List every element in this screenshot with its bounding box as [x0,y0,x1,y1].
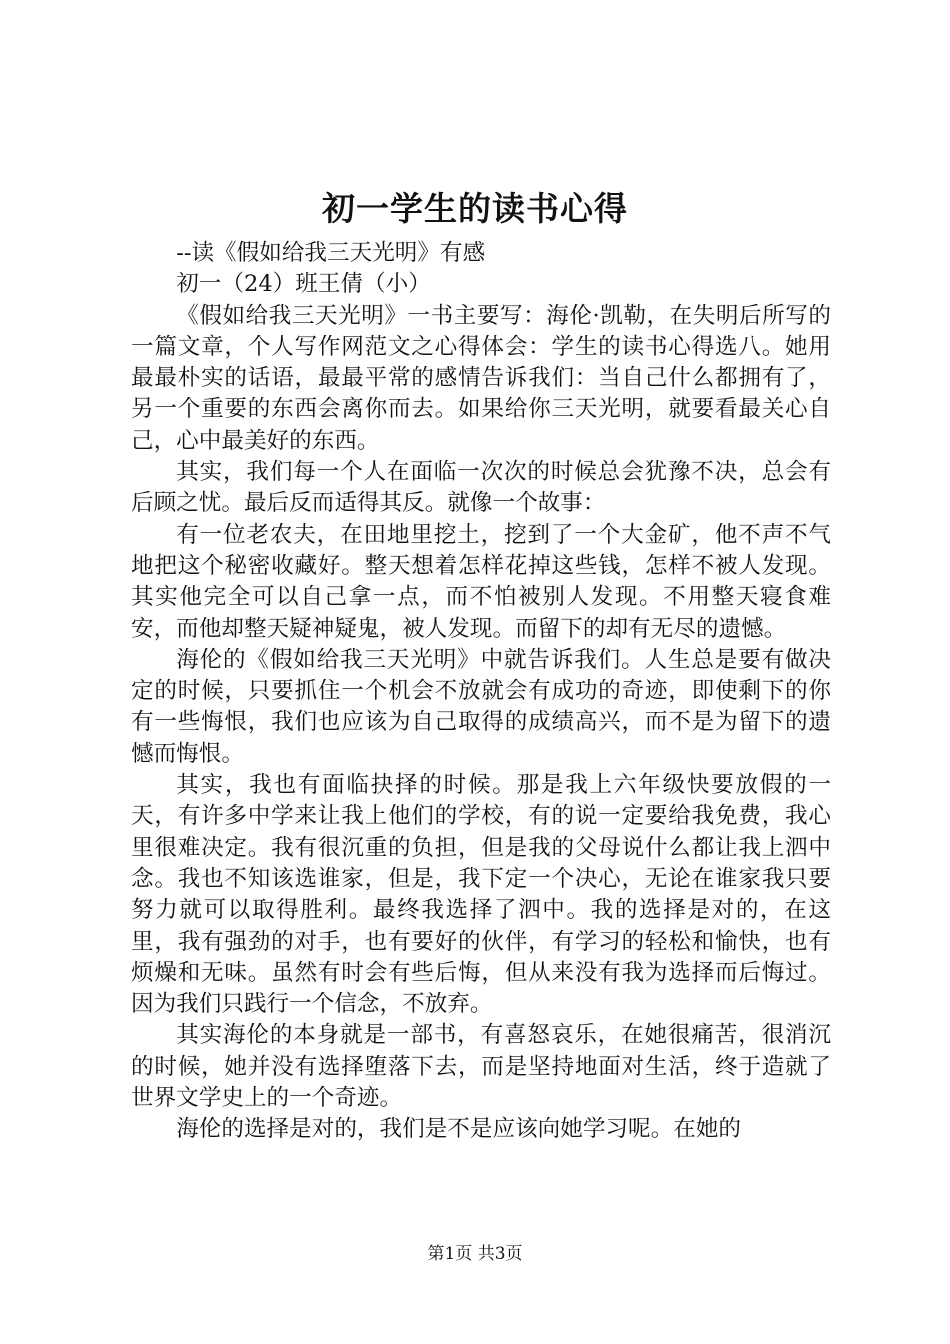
paragraph: 其实，我们每一个人在面临一次次的时候总会犹豫不决，总会有后顾之忧。最后反而适得其反。就像一个故事： [131,459,831,517]
document-subtitle: --读《假如给我三天光明》有感 [176,240,486,266]
author-line: 初一（24）班王倩（小） [176,271,431,298]
document-body [131,238,831,1146]
paragraph: 其实海伦的本身就是一部书，有喜怒哀乐，在她很痛苦，很消沉的时候，她并没有选择堕落下去，而是坚持地面对生活，终于造就了世界文学史上的一个奇迹。 [131,1022,831,1112]
page-indicator: 第1页 共3页 [427,1244,523,1264]
paragraph: 有一位老农夫，在田地里挖土，挖到了一个大金矿，他不声不气地把这个秘密收藏好。整天想着怎样花掉这些钱，怎样不被人发现。其实他完全可以自己拿一点，而不怕被别人发现。不用整天寝食难安，而他却整天疑神疑鬼，被人发现。而留下的却有无尽的遗憾。 [131,521,831,642]
paragraph: 《假如给我三天光明》一书主要写：海伦·凯勒，在失明后所写的一篇文章，个人写作网范文之心得体会：学生的读书心得选八。她用最最朴实的话语，最最平常的感情告诉我们：当自己什么都拥有了，另一个重要的东西会离你而去。如果给你三天光明，就要看最关心自己，心中最美好的东西。 [131,302,831,454]
paragraph: 海伦的选择是对的，我们是不是应该向她学习呢。在她的 [176,1116,742,1143]
document-title: 初一学生的读书心得 [322,189,628,228]
paragraph: 海伦的《假如给我三天光明》中就告诉我们。人生总是要有做决定的时候，只要抓住一个机会不放就会有成功的奇迹，即使剩下的你有一些悔恨，我们也应该为自己取得的成绩高兴，而不是为留下的遗憾而悔恨。 [131,646,831,767]
paragraph: 其实，我也有面临抉择的时候。那是我上六年级快要放假的一天，有许多中学来让我上他们的学校，有的说一定要给我免费，我心里很难决定。我有很沉重的负担，但是我的父母说什么都让我上泗中念。我也不知该选谁家，但是，我下定一个决心，无论在谁家我只要努力就可以取得胜利。最终我选择了泗中。我的选择是对的，在这里，我有强劲的对手，也有要好的伙伴，有学习的轻松和愉快，也有烦燥和无味。虽然有时会有些后悔，但从来没有我为选择而后悔过。因为我们只践行一个信念，不放弃。 [131,772,831,1018]
